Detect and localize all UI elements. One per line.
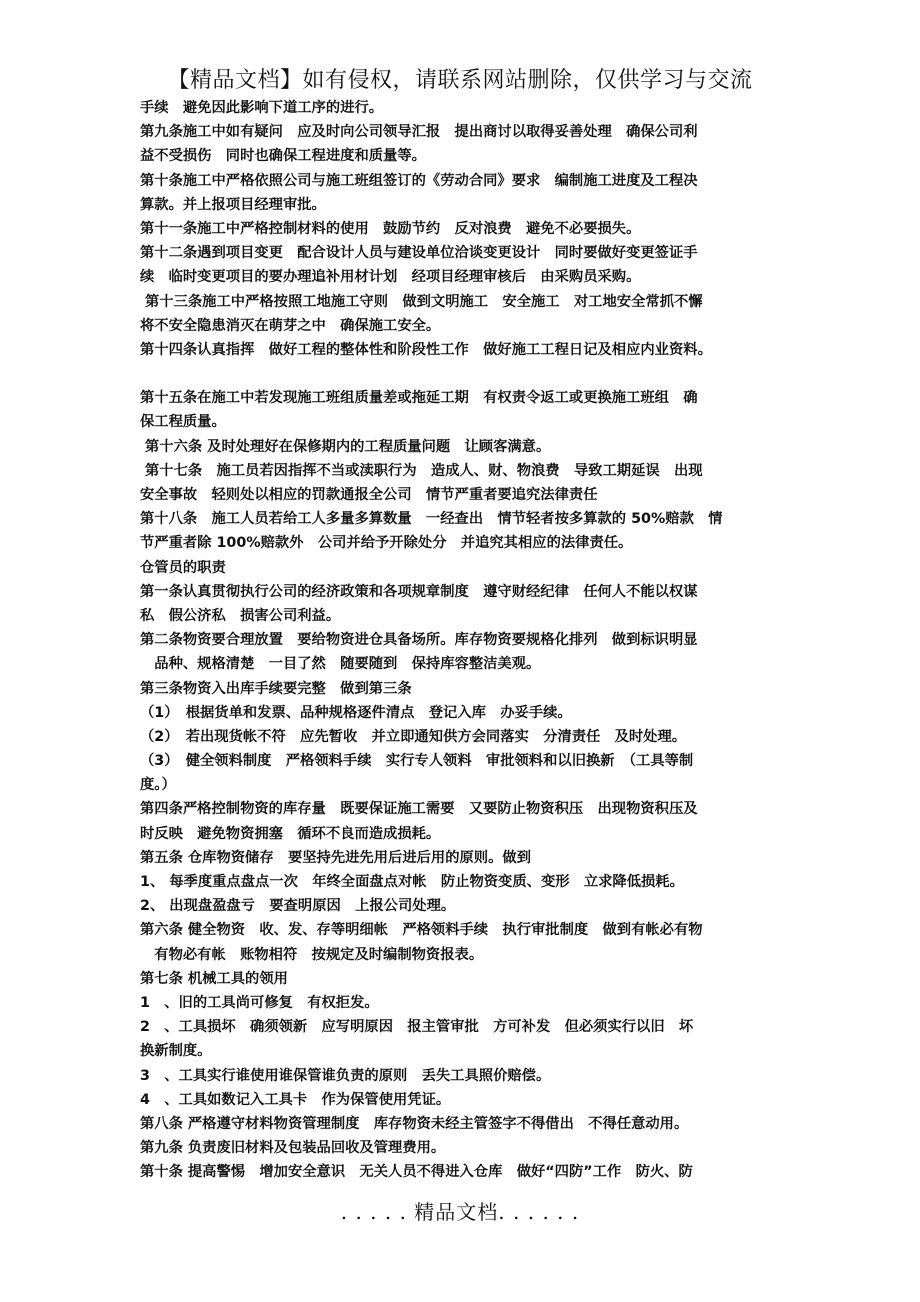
text-line: 仓管员的职责 — [140, 559, 226, 576]
text-line: 算款。并上报项目经理审批。 — [140, 196, 326, 213]
text-line: 第十六条 及时处理好在保修期内的工程质量问题 让顾客满意。 — [140, 438, 551, 455]
text-line: 第十条 提高警惕 增加安全意识 无关人员不得进入仓库 做好“四防”工作 防火、防 — [140, 1164, 693, 1181]
text-line: 第四条严格控制物资的库存量 既要保证施工需要 又要防止物资积压 出现物资积压及 — [140, 801, 698, 818]
text-line: 第十八条 施工人员若给工人多量多算数量 一经查出 情节轻者按多算款的 50%赔款 情 — [140, 511, 723, 528]
text-line: 第七条 机械工具的领用 — [140, 970, 288, 987]
text-line: 手续 避免因此影响下道工序的进行。 — [140, 100, 384, 116]
text-line: 第十二条遇到项目变更 配合设计人员与建设单位洽谈变更设计 同时要做好变更签证手 — [140, 245, 698, 262]
text-line: 安全事故 轻则处以相应的罚款通报全公司 情节严重者要追究法律责任 — [140, 487, 598, 503]
text-line: （3） 健全领料制度 严格领料手续 实行专人领料 审批领料和以旧换新 （工具等制 — [140, 753, 694, 770]
text-line: 益不受损伤 同时也确保工程进度和质量等。 — [140, 148, 426, 165]
text-line: 4 、工具如数记入工具卡 作为保管使用凭证。 — [140, 1091, 451, 1108]
text-line: 1、 每季度重点盘点一次 年终全面盘点对帐 防止物资变质、变形 立求降低损耗。 — [140, 874, 684, 890]
text-line: 度。） — [140, 777, 176, 794]
text-line: 第八条 严格遵守材料物资管理制度 库存物资未经主管签字不得借出 不得任意动用。 — [140, 1115, 689, 1132]
text-line: 续 临时变更项目的要办理追补用材计划 经项目经理审核后 由采购员采购。 — [140, 269, 641, 286]
text-line: 第二条物资要合理放置 要给物资进仓具备场所。库存物资要规格化排列 做到标识明显 — [140, 632, 698, 649]
text-line: 第六条 健全物资 收、发、存等明细帐 严格领料手续 执行审批制度 做到有帐必有物 — [140, 922, 703, 939]
text-line: 3 、工具实行谁使用谁保管谁负责的原则 丢失工具照价赔偿。 — [140, 1067, 551, 1084]
text-line: 第十三条施工中严格按照工地施工守则 做到文明施工 安全施工 对工地安全常抓不懈 — [140, 293, 703, 310]
text-line: 第五条 仓库物资储存 要坚持先进先用后进后用的原则。做到 — [140, 849, 531, 866]
text-line: 换新制度。 — [140, 1043, 212, 1060]
page-footer: . . . . . 精品文档. . . . . . — [340, 1200, 580, 1224]
text-line: 第一条认真贯彻执行公司的经济政策和各项规章制度 遵守财经纪律 任何人不能以权谋 — [140, 583, 698, 600]
text-line: 第九条 负责废旧材料及包装品回收及管理费用。 — [140, 1140, 446, 1157]
text-line: 第十条施工中严格依照公司与施工班组签订的《劳动合同》要求 编制施工进度及工程决 — [140, 172, 698, 189]
text-line: 2、 出现盘盈盘亏 要查明原因 上报公司处理。 — [140, 898, 456, 915]
text-line: 1 、旧的工具尚可修复 有权拒发。 — [140, 994, 379, 1011]
text-line: 将不安全隐患消灭在萌芽之中 确保施工安全。 — [140, 317, 441, 334]
text-line: 时反映 避免物资拥塞 循环不良而造成损耗。 — [140, 825, 441, 842]
text-line: （1） 根据货单和发票、品种规格逐件清点 登记入库 办妥手续。 — [140, 704, 572, 721]
text-line: 品种、规格清楚 一目了然 随要随到 保持库容整洁美观。 — [140, 656, 541, 673]
text-line: 节严重者除 100%赔款外 公司并给予开除处分 并追究其相应的法律责任。 — [140, 535, 633, 552]
text-line: 第十一条施工中严格控制材料的使用 鼓励节约 反对浪费 避免不必要损失。 — [140, 220, 641, 237]
text-line: 第九条施工中如有疑问 应及时向公司领导汇报 提出商讨以取得妥善处理 确保公司利 — [140, 124, 698, 141]
text-line: 2 、工具损坏 确须领新 应写明原因 报主管审批 方可补发 但必须实行以旧 坏 — [140, 1019, 694, 1036]
text-line: 第十五条在施工中若发现施工班组质量差或拖延工期 有权责令返工或更换施工班组 确 — [140, 390, 698, 407]
text-line: （2） 若出现货帐不符 应先暂收 并立即通知供方会同落实 分清责任 及时处理。 — [140, 728, 687, 745]
text-line: 第三条物资入出库手续要完整 做到第三条 — [140, 680, 412, 697]
text-line: 第十七条 施工员若因指挥不当或渎职行为 造成人、财、物浪费 导致工期延误 出现 — [140, 462, 703, 479]
text-line: 私 假公济私 损害公司利益。 — [140, 607, 341, 624]
document-body — [140, 96, 790, 1184]
text-line: 第十四条认真指挥 做好工程的整体性和阶段性工作 做好施工工程日记及相应内业资料。 — [140, 341, 712, 358]
text-line — [140, 362, 790, 386]
text-line: 有物必有帐 账物相符 按规定及时编制物资报表。 — [140, 946, 484, 963]
page-header: 【精品文档】如有侵权，请联系网站删除，仅供学习与交流 — [167, 68, 753, 93]
text-line: 保工程质量。 — [140, 414, 226, 431]
